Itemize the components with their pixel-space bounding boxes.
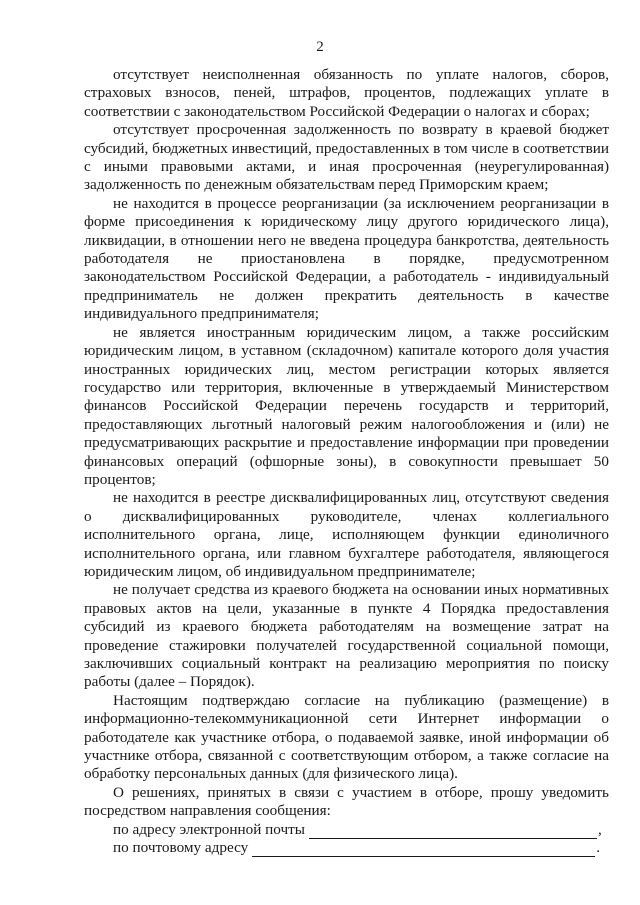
paragraph-no-other-funding: не получает средства из краевого бюджета на основании иных нормативных правовых актов на цели, указанные в пункте 4 Порядка предоставления субсидий из краевого бюджета работодателям на возмещение затрат на проведение стажировки получателей государственной социальной помощи, заключивших социальный контракт на реализацию мероприятия по поиску работы (далее – Порядок).	[84, 581, 609, 691]
email-suffix: ,	[597, 820, 602, 838]
paragraph-not-foreign-entity: не является иностранным юридическим лицом, а также российским юридическим лицом, в уставном (складочном) капитале которого доля участия иностранных юридических лиц, местом регистрации которых является государство или территория, включенные в утверждаемый Министерством финансов Российской Федерации перечень государств и территорий, предоставляющих льготный налоговый режим налогообложения и (или) не предусматривающих раскрытие и предоставление информации при проведении финансовых операций (офшорные зоны), в совокупности превышает 50 процентов;	[84, 323, 609, 488]
postal-line	[84, 839, 609, 857]
email-label: по адресу электронной почты	[113, 820, 305, 838]
postal-suffix: .	[596, 839, 601, 857]
page-number: 2	[316, 39, 324, 55]
email-field[interactable]	[309, 824, 597, 839]
paragraph-no-overdue-debt: отсутствует просроченная задолженность по возврату в краевой бюджет субсидий, бюджетных инвестиций, предоставленных в том числе в соответствии с иными правовыми актами, и иная просроченная (неурегулированная) задолженность по денежным обязательствам перед Приморским краем;	[84, 121, 609, 194]
postal-label: по почтовому адресу	[113, 839, 249, 857]
email-line	[84, 821, 609, 839]
paragraph-publication-consent: Настоящим подтверждаю согласие на публикацию (размещение) в информационно-телекоммуникационной сети Интернет информации о работодателе как участнике отбора, о подаваемой заявке, иной информации об участнике отбора, связанной с соответствующим отбором, а также согласие на обработку персональных данных (для физического лица).	[84, 691, 609, 783]
document-body	[84, 66, 609, 857]
paragraph-notification-request: О решениях, принятых в связи с участием в отборе, прошу уведомить посредством направления сообщения:	[84, 783, 609, 820]
postal-address-field[interactable]	[252, 842, 595, 857]
paragraph-no-tax-debt: отсутствует неисполненная обязанность по уплате налогов, сборов, страховых взносов, пеней, штрафов, процентов, подлежащих уплате в соответствии с законодательством Российской Федерации о налогах и сборах;	[84, 66, 609, 120]
paragraph-not-disqualified: не находится в реестре дисквалифицированных лиц, отсутствуют сведения о дисквалифицированных руководителе, членах коллегиального исполнительного органа, лице, исполняющем функции единоличного исполнительного органа, или главном бухгалтере работодателя, являющегося юридическим лицом, об индивидуальном предпринимателе;	[84, 489, 609, 580]
contact-methods	[84, 821, 609, 858]
paragraph-no-reorganization: не находится в процессе реорганизации (за исключением реорганизации в форме присоединения к юридическому лицу другого юридического лица), ликвидации, в отношении него не введена процедура банкротства, деятельность работодателя не приостановлена в порядке, предусмотренном законодательством Российской Федерации, а работодатель - индивидуальный предприниматель не должен прекратить деятельность в качестве индивидуального предпринимателя;	[84, 194, 609, 323]
